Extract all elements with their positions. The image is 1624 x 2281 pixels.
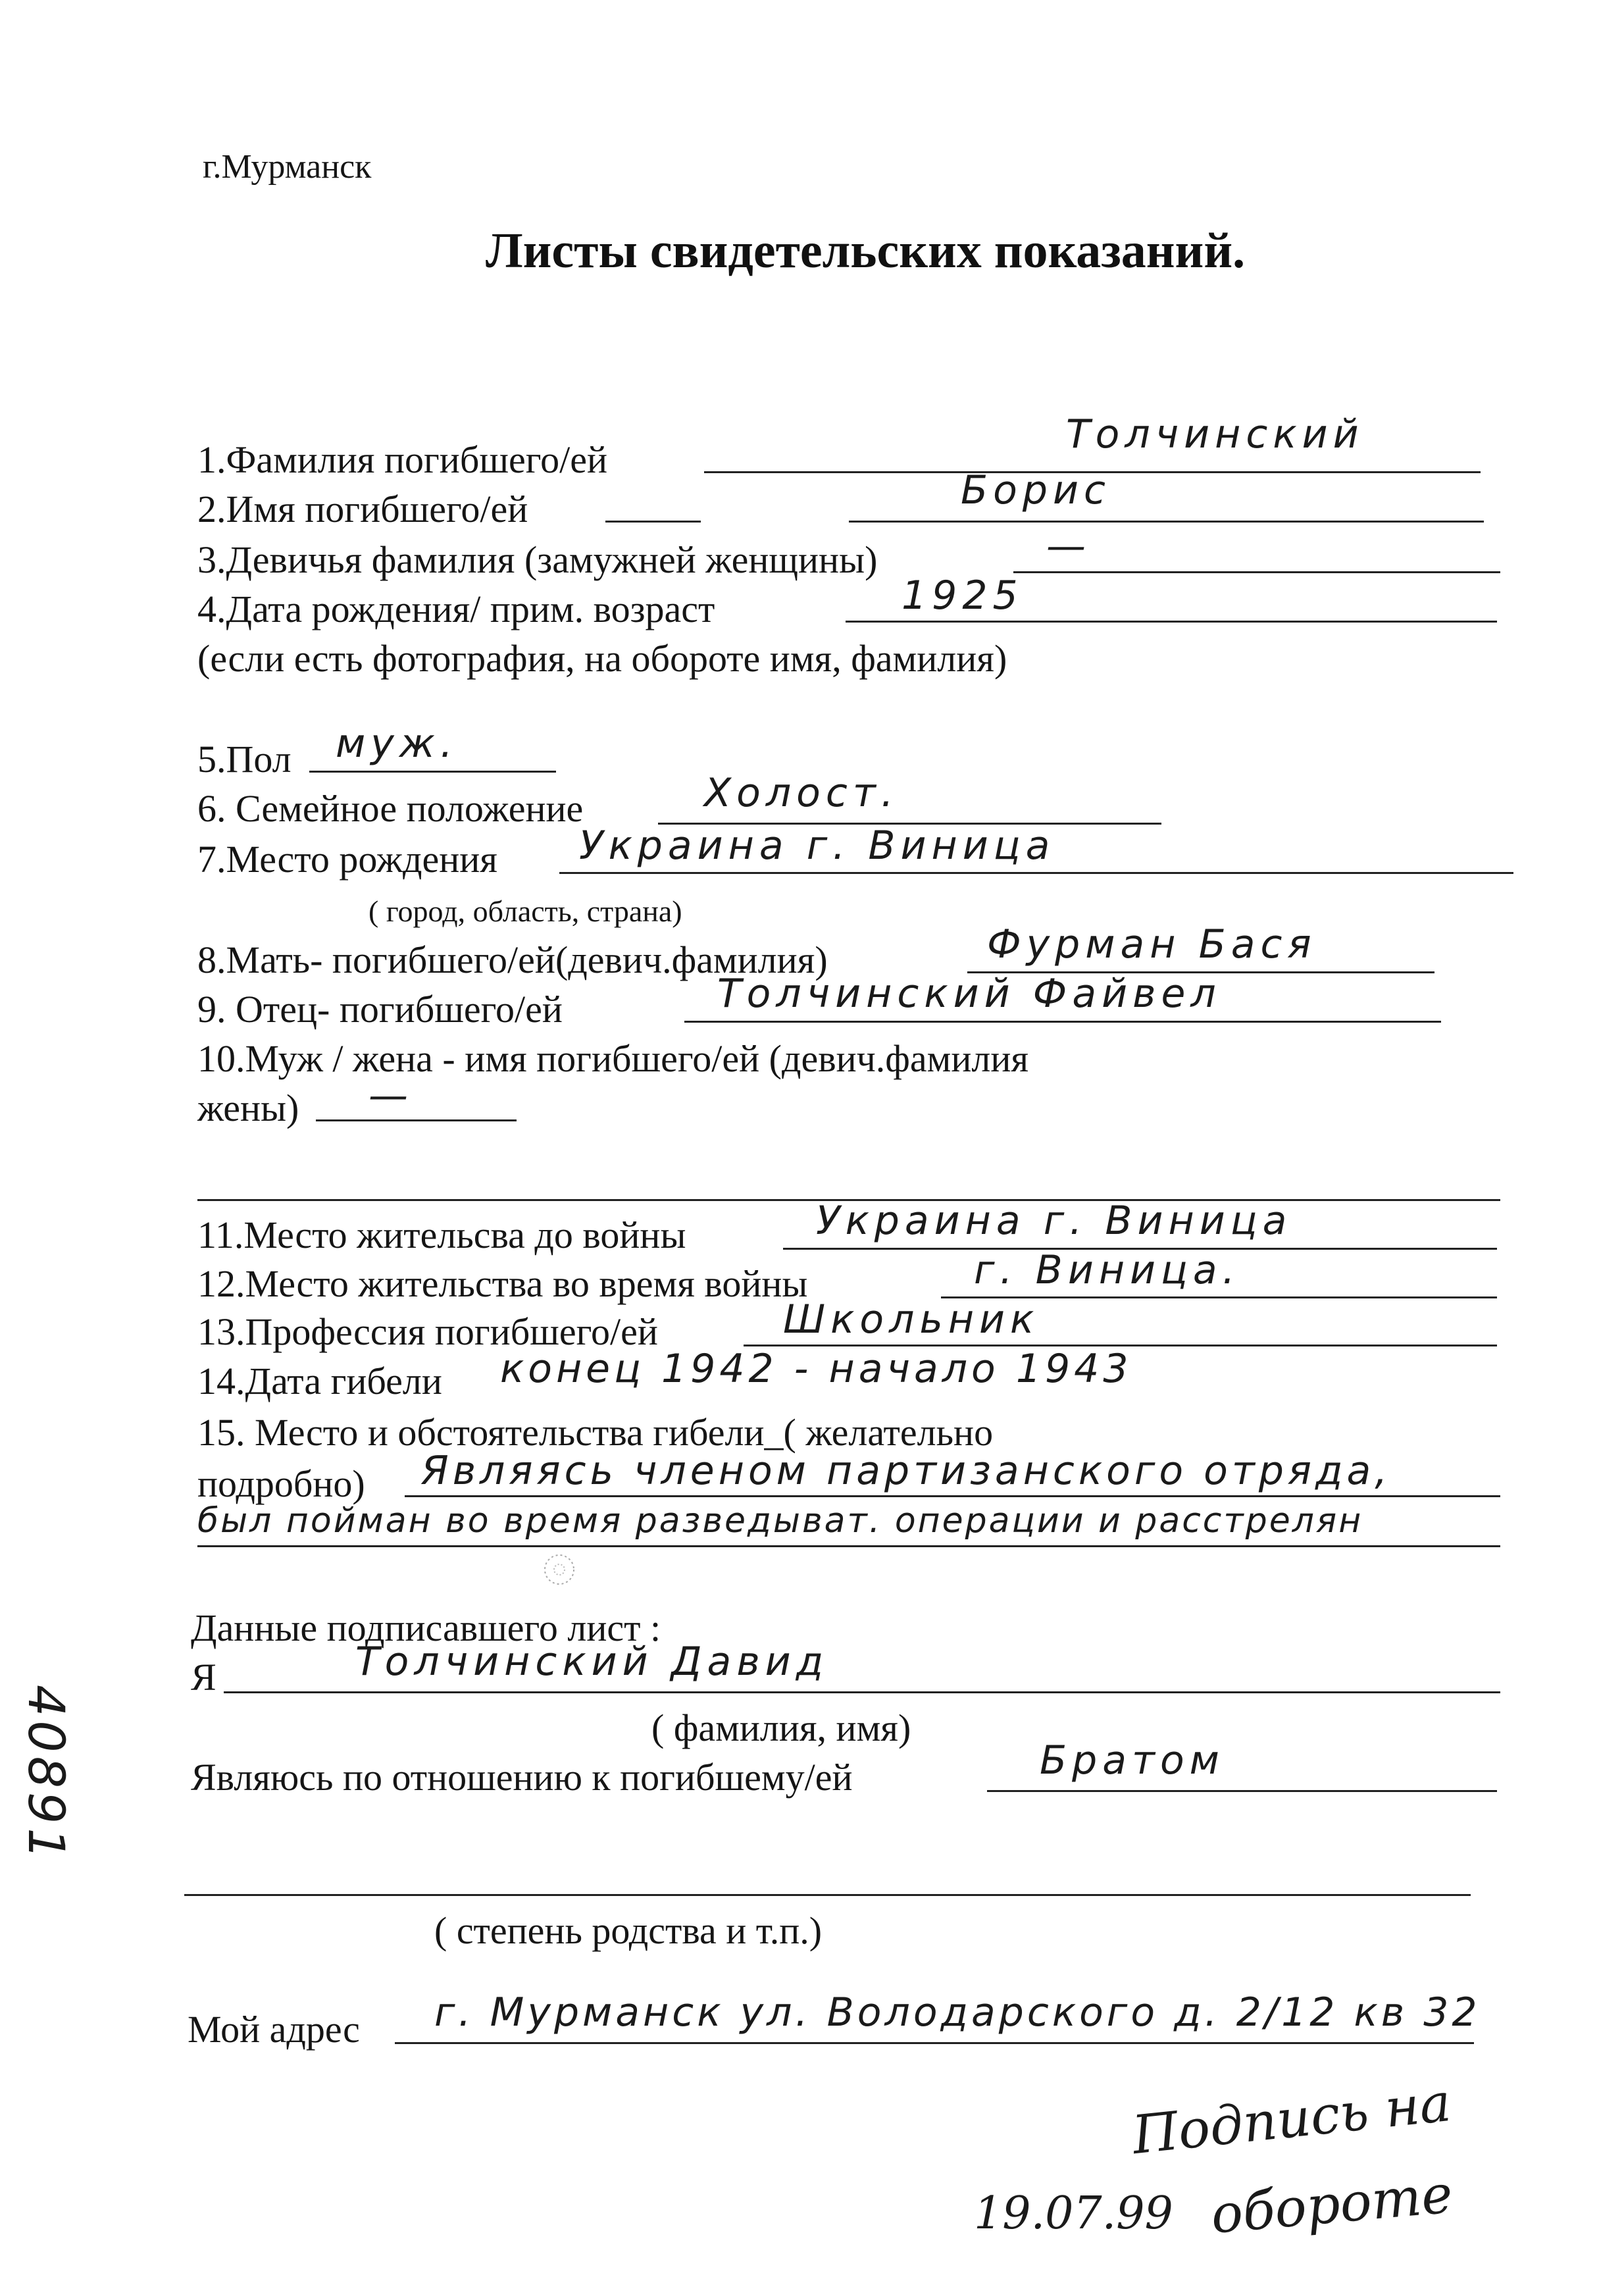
relation-hint: ( степень родства и т.п.) [434, 1909, 823, 1952]
sex-underline [309, 771, 556, 773]
address-value: г. Мурманск ул. Володарского д. 2/12 кв 32 [434, 1989, 1481, 2036]
spouse-label: 10.Муж / жена - имя погибшего/ей (девич.фамилия [197, 1037, 1029, 1080]
profession-label: 13.Профессия погибшего/ей [197, 1310, 658, 1353]
note-line-2: обороте [1208, 2163, 1456, 2245]
address-underline [395, 2042, 1474, 2044]
faint-stamp-mark [540, 1550, 579, 1589]
circumstances-value-2: был пойман во время разведыват. операции и расстрелян [197, 1501, 1363, 1541]
residence-before-value: Украина г. Виница [816, 1198, 1292, 1244]
residence-during-label: 12.Место жительства во время войны [197, 1262, 808, 1305]
name-value: Борис [961, 467, 1111, 513]
address-label: Мой адрес [188, 2008, 360, 2051]
photo-note: (если есть фотография, на обороте имя, фамилия) [197, 637, 1007, 680]
side-archive-number: 40891 [17, 1685, 76, 1864]
birth-value: 1925 [901, 573, 1023, 619]
birthplace-label: 7.Место рождения [197, 838, 497, 881]
circumstances-underline-1 [405, 1495, 1500, 1497]
sex-value: муж. [336, 721, 458, 767]
signer-i-label: Я [191, 1656, 216, 1699]
circumstances-underline-2 [197, 1545, 1500, 1547]
residence-before-label: 11.Место жительсва до войны [197, 1214, 686, 1256]
signer-heading: Данные подписавшего лист : [191, 1606, 661, 1649]
birthplace-underline [559, 872, 1513, 874]
name-underline-short [605, 521, 701, 523]
birth-underline [846, 621, 1497, 623]
spouse-value: — [368, 1073, 413, 1119]
note-line-1: Подпись на [1129, 2071, 1454, 2166]
circumstances-value-1: Являясь членом партизанского отряда, [421, 1448, 1392, 1494]
mother-value: Фурман Бася [987, 921, 1317, 967]
relation-label: Являюсь по отношению к погибшему/ей [191, 1756, 853, 1799]
father-underline [684, 1021, 1441, 1023]
signer-name-underline [224, 1691, 1500, 1693]
father-label: 9. Отец- погибшего/ей [197, 988, 563, 1031]
circumstances-label: 15. Место и обстоятельства гибели_( желательно [197, 1411, 994, 1454]
circumstances-label-2: подробно) [197, 1462, 365, 1505]
city-header: г.Мурманск [203, 148, 372, 186]
surname-value: Толчинский [1066, 411, 1364, 457]
surname-label: 1.Фамилия погибшего/ей [197, 438, 607, 481]
signer-name-value: Толчинский Давид [355, 1639, 829, 1685]
mother-label: 8.Мать- погибшего/ей(девич.фамилия) [197, 938, 828, 981]
family-label: 6. Семейное положение [197, 787, 584, 830]
profession-value: Школьник [783, 1296, 1040, 1343]
relation-blank-line [184, 1894, 1471, 1896]
birthplace-hint: ( город, область, страна) [368, 894, 682, 928]
birth-label: 4.Дата рождения/ прим. возраст [197, 588, 715, 630]
signer-name-hint: ( фамилия, имя) [651, 1706, 911, 1749]
maiden-underline [1013, 571, 1500, 573]
page-title: Листы свидетельских показаний. [486, 223, 1246, 278]
name-label: 2.Имя погибшего/ей [197, 488, 528, 530]
note-date: 19.07.99 [974, 2188, 1173, 2240]
death-date-label: 14.Дата гибели [197, 1360, 442, 1402]
sex-label: 5.Пол [197, 738, 292, 781]
maiden-value: — [1046, 523, 1091, 569]
father-value: Толчинский Файвел [717, 971, 1221, 1017]
relation-value: Братом [1040, 1737, 1225, 1783]
family-value: Холост. [704, 770, 899, 816]
name-underline [849, 521, 1484, 523]
residence-during-value: г. Виница. [974, 1247, 1240, 1293]
spouse-label-2: жены) [197, 1087, 299, 1129]
spouse-underline [316, 1119, 517, 1121]
maiden-label: 3.Девичья фамилия (замужней женщины) [197, 538, 878, 581]
relation-underline [987, 1790, 1497, 1792]
birthplace-value: Украина г. Виница [579, 823, 1055, 869]
death-date-value: конец 1942 - начало 1943 [500, 1346, 1132, 1392]
